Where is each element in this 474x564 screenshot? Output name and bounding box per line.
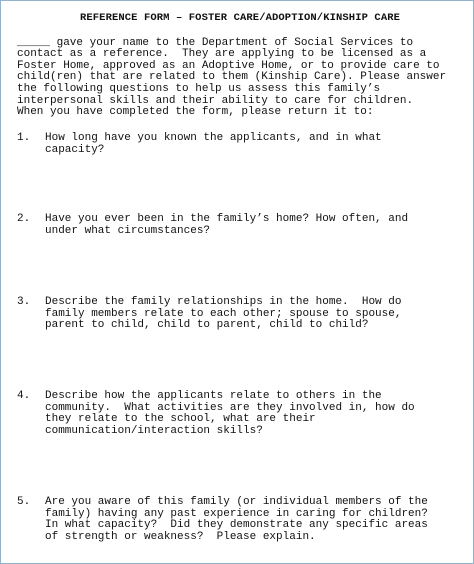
question-number: 1.	[17, 132, 31, 144]
question-text-line: under what circumstances?	[45, 224, 211, 237]
question-4	[17, 391, 463, 437]
question-text-line: Are you aware of this family (or individual members of the	[45, 496, 428, 508]
intro-line: When you have completed the form, please return it to:	[17, 106, 374, 119]
intro-line: interpersonal skills and their ability to care for children.	[17, 94, 414, 107]
intro-line: the following questions to help us assess this family’s	[17, 82, 381, 95]
question-text-line: Describe the family relationships in the home. How do	[45, 296, 402, 308]
question-number: 4.	[17, 390, 31, 402]
question-3	[17, 297, 463, 332]
question-text-line: Have you ever been in the family’s home? How often, and	[45, 213, 409, 225]
question-text-line: they relate to the school, what are their	[45, 413, 316, 426]
question-text-line: communication/interaction skills?	[45, 424, 263, 437]
question-2	[17, 214, 463, 237]
question-text-line: of strength or weakness? Please explain.	[45, 530, 316, 543]
question-number: 5.	[17, 496, 31, 508]
question-5	[17, 497, 463, 543]
question-text-line: In what capacity? Did they demonstrate any specific areas	[45, 519, 428, 532]
question-number: 3.	[17, 296, 31, 308]
question-text-line: family) having any past experience in caring for children?	[45, 507, 428, 520]
question-1	[17, 133, 463, 156]
question-text-line: How long have you known the applicants, and in what	[45, 132, 382, 144]
intro-line: contact as a reference. They are applying to be licensed as a	[17, 48, 427, 61]
intro-line: _____ gave your name to the Department of Social Services to	[17, 36, 414, 49]
reference-form	[17, 12, 463, 543]
intro-line: Foster Home, approved as an Adoptive Home, or to provide care to	[17, 59, 440, 72]
question-text-line: Describe how the applicants relate to others in the	[45, 390, 382, 402]
question-number: 2.	[17, 213, 31, 225]
question-text-line: parent to child, child to parent, child to child?	[45, 319, 369, 332]
question-text-line: capacity?	[45, 143, 105, 156]
form-title: REFERENCE FORM – FOSTER CARE/ADOPTION/KINSHIP CARE	[79, 12, 401, 24]
question-text-line: community. What activities are they involved in, how do	[45, 401, 415, 414]
intro-line: child(ren) that are related to them (Kinship Care). Please answer	[17, 71, 447, 84]
intro-paragraph	[17, 38, 463, 119]
question-text-line: family members relate to each other; spouse to spouse,	[45, 307, 402, 320]
